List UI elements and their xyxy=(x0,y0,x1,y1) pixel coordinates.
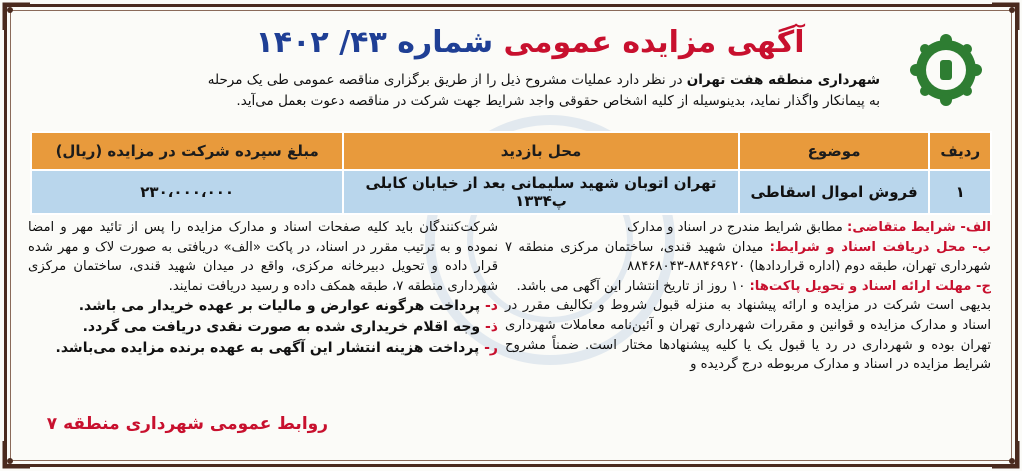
title-part2: شماره ۴۳/ ۱۴۰۲ xyxy=(255,25,494,60)
header-subject: موضوع xyxy=(739,132,930,170)
condition-e-label: ذ- xyxy=(485,319,498,336)
footer-signature: روابط عمومی شهرداری منطقه ۷ xyxy=(46,414,328,434)
conditions-left-column xyxy=(28,218,498,359)
condition-right-paragraph: بدیهی است شرکت در مزایده و ارائه پیشنهاد به منزله قبول شروط و تکالیف مقرر در اسناد و مدارک مزایده و قوانین و مقررات شهرداری تهران و آئین‌نامه معاملات شهرداری تهران بوده و شهرداری در رد یا قبول یک یا کلیه پیشنهادها مختار است. ضمناً مشروح شرایط مزایده در اسناد و مدارک مربوطه درج گردیده و xyxy=(505,298,991,373)
tehran-municipality-logo xyxy=(896,30,996,110)
title-part1: آگهی مزایده عمومی xyxy=(503,25,805,60)
cell-location: تهران اتوبان شهید سلیمانی بعد از خیابان کابلی پ۱۳۳۴ xyxy=(343,170,738,214)
conditions-right-column xyxy=(505,218,991,375)
condition-e xyxy=(28,317,498,338)
header-index: ردیف xyxy=(929,132,991,170)
ornament-corner-icon xyxy=(2,2,32,32)
condition-f-label: ر- xyxy=(484,340,498,357)
condition-c xyxy=(505,277,991,297)
condition-a xyxy=(505,218,991,238)
condition-d-text: پرداخت هرگونه عوارض و مالیات بر عهده خریدار می باشد. xyxy=(78,298,481,315)
condition-b xyxy=(505,238,991,277)
ornament-corner-icon xyxy=(990,2,1020,32)
auction-table xyxy=(30,131,992,215)
intro-line2: به پیمانکار واگذار نماید، بدینوسیله از کلیه اشخاص حقوقی واجد شرایط جهت شرکت در مناقصه دعوت بعمل می‌آید. xyxy=(236,93,880,109)
condition-e-text: وجه اقلام خریداری شده به صورت نقدی دریافت می گردد. xyxy=(82,319,481,336)
ornament-corner-icon xyxy=(990,439,1020,469)
condition-b-text: میدان شهید قندی، ساختمان مرکزی منطقه ۷ شهرداری تهران، طبقه دوم (اداره قراردادها) ۸۸۴۶۹۶۲۰-۸۸۴۶۸۰۴۳ xyxy=(505,239,991,275)
condition-f xyxy=(28,338,498,359)
intro-line1: در نظر دارد عملیات مشروح ذیل را از طریق برگزاری مناقصه عمومی طی یک مرحله xyxy=(207,72,683,88)
condition-f-text: پرداخت هزینه انتشار این آگهی به عهده برنده مزایده می‌باشد. xyxy=(55,340,480,357)
org-name: شهرداری منطقه هفت تهران xyxy=(686,72,880,88)
condition-d xyxy=(28,296,498,317)
header-deposit: مبلغ سپرده شرکت در مزایده (ریال) xyxy=(31,132,343,170)
cell-deposit: ۲۳۰،۰۰۰،۰۰۰ xyxy=(31,170,343,214)
cell-index: ۱ xyxy=(929,170,991,214)
condition-a-label: الف- شرایط متقاضی: xyxy=(847,220,991,235)
condition-b-label: ب- محل دریافت اسناد و شرایط: xyxy=(769,239,992,255)
ornament-corner-icon xyxy=(2,439,32,469)
intro-text xyxy=(150,70,880,112)
condition-left-paragraph: شرکت‌کنندگان باید کلیه صفحات اسناد و مدارک مزایده را پس از تائید مهر و امضا نموده و به ترتیب مقرر در اسناد، در پاکت «الف» دریافتی به صورت لاک و مهر شده قرار داده و تحویل دبیرخانه مرکزی، واقع در میدان شهید قندی، ساختمان مرکزی شهرداری منطقه ۷، طبقه همکف داده و رسید دریافت نمایند. xyxy=(28,220,498,294)
header-location: محل بازدید xyxy=(343,132,738,170)
cell-subject: فروش اموال اسقاطی xyxy=(739,170,930,214)
table-header-row xyxy=(31,132,991,170)
condition-d-label: د- xyxy=(485,298,498,315)
condition-c-text: ۱۰ روز از تاریخ انتشار این آگهی می باشد. xyxy=(516,278,746,294)
condition-c-label: ج- مهلت ارائه اسناد و تحویل پاکت‌ها: xyxy=(749,278,991,294)
condition-a-text: مطابق شرایط مندرج در اسناد و مدارک xyxy=(627,220,843,235)
page-title xyxy=(250,22,810,64)
table-row xyxy=(31,170,991,214)
